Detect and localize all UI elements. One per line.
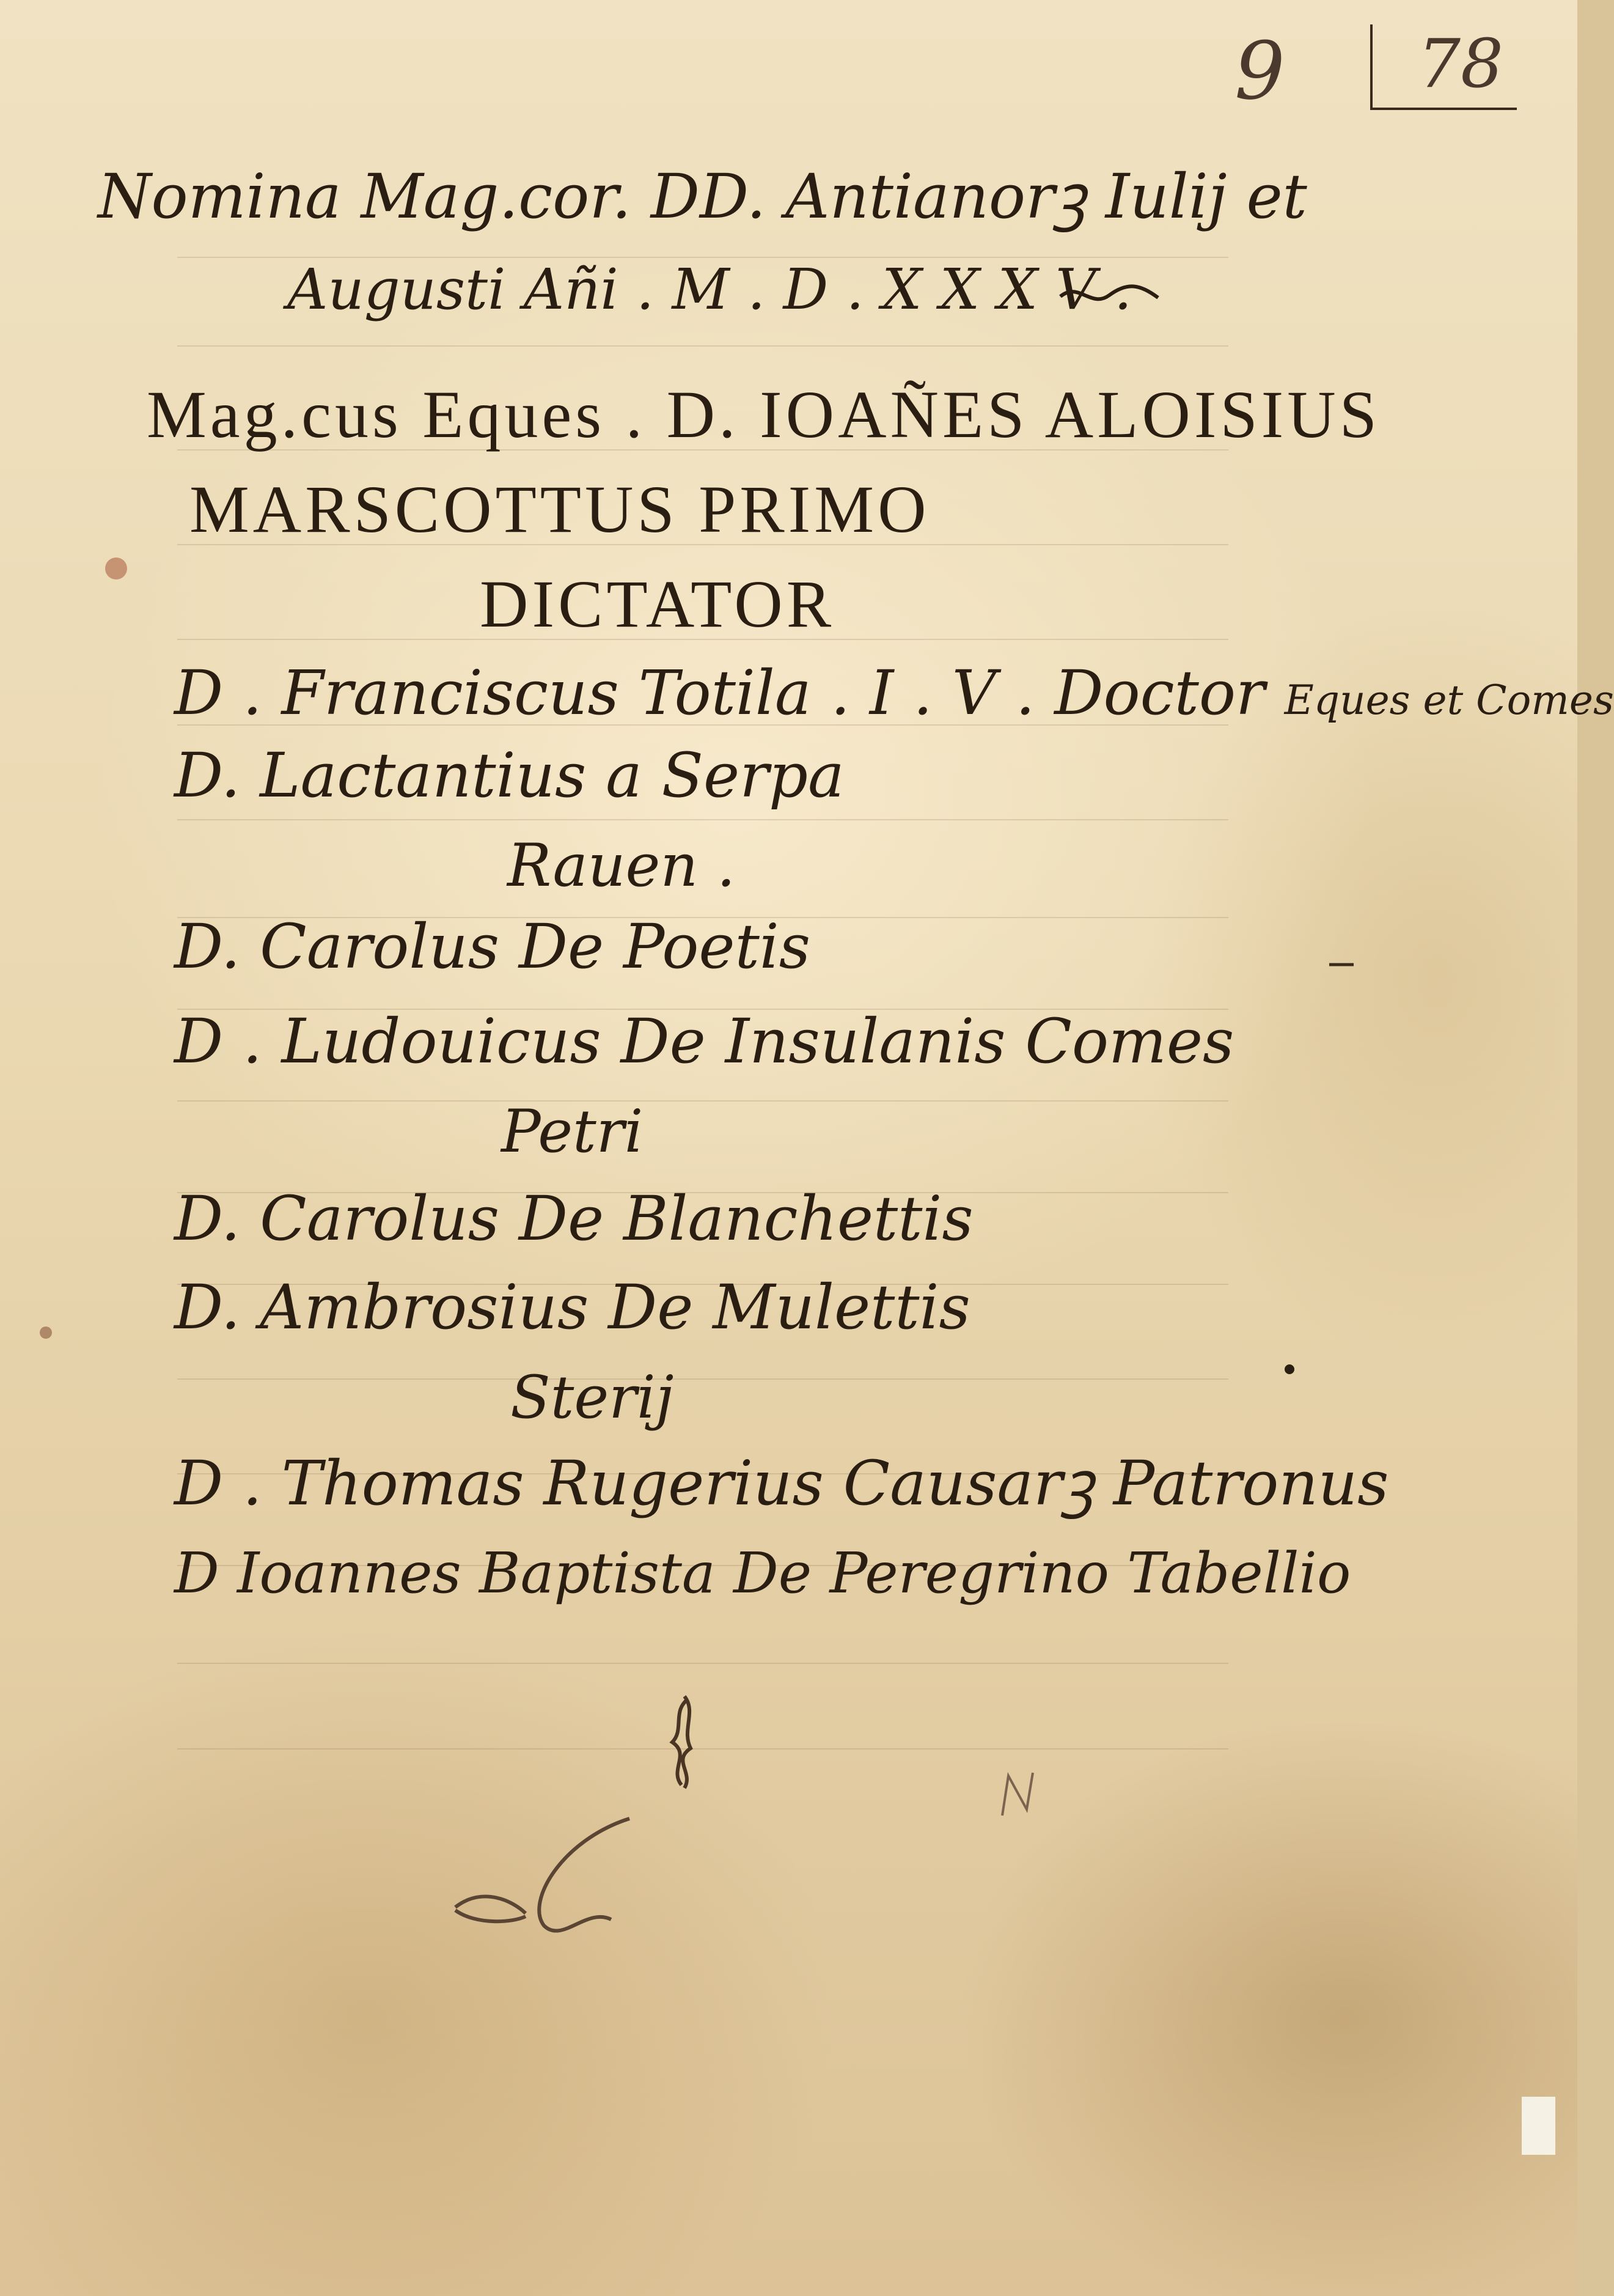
heading-line-2: Augusti Añi . M . D . X X X V . xyxy=(287,257,1132,322)
entry-7: D . Thomas Rugerius Causarꝫ Patronus xyxy=(174,1448,1389,1519)
stain-spot xyxy=(105,557,127,580)
paper-repair xyxy=(1522,2097,1555,2155)
entry-2-place: Rauen . xyxy=(507,831,736,900)
heading-line-1: Nomina Mag.cor. DD. Antianorꝫ Iulij et xyxy=(98,161,1307,232)
entry-6-place: Sterij xyxy=(510,1363,674,1432)
folio-number-right: 78 xyxy=(1418,24,1503,103)
faint-letter-mark xyxy=(1002,1773,1033,1816)
entry-6: D. Ambrosius De Mulettis xyxy=(174,1271,970,1343)
entry-4: D . Ludouicus De Insulanis Comes xyxy=(174,1006,1234,1077)
dictator-line-3: DICTATOR xyxy=(480,567,835,641)
entry-8: D Ioannes Baptista De Peregrino Tabellio xyxy=(174,1540,1351,1606)
signature-flourish xyxy=(455,1819,629,1931)
folio-number-left: 9 xyxy=(1234,24,1285,117)
ink-dot xyxy=(1285,1364,1294,1374)
dictator-line-2: MARSCOTTUS PRIMO xyxy=(189,472,930,546)
entry-1-text: D . Franciscus Totila . I . V . Doctor xyxy=(174,657,1265,729)
entry-5: D. Carolus De Blanchettis xyxy=(174,1183,974,1254)
stain-spot-2 xyxy=(40,1326,52,1339)
entry-2: D. Lactantius a Serpa xyxy=(174,740,845,811)
entry-1-suffix: Eques et Comes xyxy=(1284,677,1614,724)
dictator-line-1: Mag.cus Eques . D. IOAÑES ALOISIUS xyxy=(147,377,1381,452)
paraph-mark xyxy=(672,1696,691,1788)
entry-4-place: Petri xyxy=(501,1097,644,1166)
entry-3: D. Carolus De Poetis xyxy=(174,911,811,982)
